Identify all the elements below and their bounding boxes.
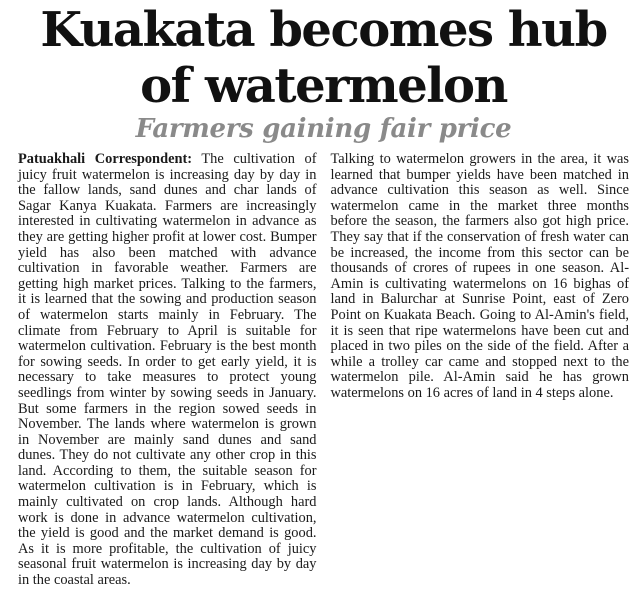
- subheadline: Farmers gaining fair price: [135, 114, 512, 144]
- headline-line-1: Kuakata becomes hub: [40, 2, 607, 58]
- paragraph-1: [18, 152, 317, 589]
- article-body: [18, 152, 629, 592]
- paragraph-2: Talking to watermelon growers in the area, it was learned that bumper yields have been matched in advance cultivation this season as well. Since watermelon came in the market three months before the season, the farmers also got high price. They say that if the conservation of fresh water can be increased, the income from this sector can be thousands of crores of rupees in one season. Al-Amin is cultivating watermelons on 16 bighas of land in Balurchar at Sunrise Point, east of Zero Point on Kuakata Beach. Going to Al-Amin's field, it is seen that ripe watermelons have been cut and placed in two piles on the side of the field. After a while a trolley car came and stopped next to the watermelon pile. Al-Amin said he has grown watermelons on 16 acres of land in 4 steps alone.: [330, 151, 629, 401]
- paragraph-1-text: The cultivation of juicy fruit watermelon is increasing day by day in the fallow lands, sand dunes and char lands of Sagar Kanya Kuakata. Farmers are increasingly interested in cultivating watermelon in advance as they are getting higher profit at lower cost. Bumper yield has also been matched with advance cultivation in favorable weather. Farmers are getting high market prices. Talking to the farmers, it is learned that the sowing and production season of watermelon starts mainly in February. The climate from February to April is suitable for watermelon cultivation. February is the best month for sowing seeds. In order to get early yield, it is necessary to take measures to protect young seedlings from winter by sowing seeds in January. But some farmers in the region sowed seeds in November. The lands where watermelon is grown in November are mainly sand dunes and sand dunes. They do not cultivate any other crop in this land. According to them, the suitable season for watermelon cultivation is in February, which is mainly cultivated on crop lands. Although hard work is done in advance watermelon cultivation, the yield is good and the market demand is good. As it is more profitable, the cultivation of juicy seasonal fruit watermelon is increasing day by day in the coastal areas.: [18, 151, 317, 589]
- headline-line-2: of watermelon: [140, 58, 507, 114]
- headline: [18, 0, 629, 114]
- byline: Patuakhali Correspondent:: [18, 151, 193, 167]
